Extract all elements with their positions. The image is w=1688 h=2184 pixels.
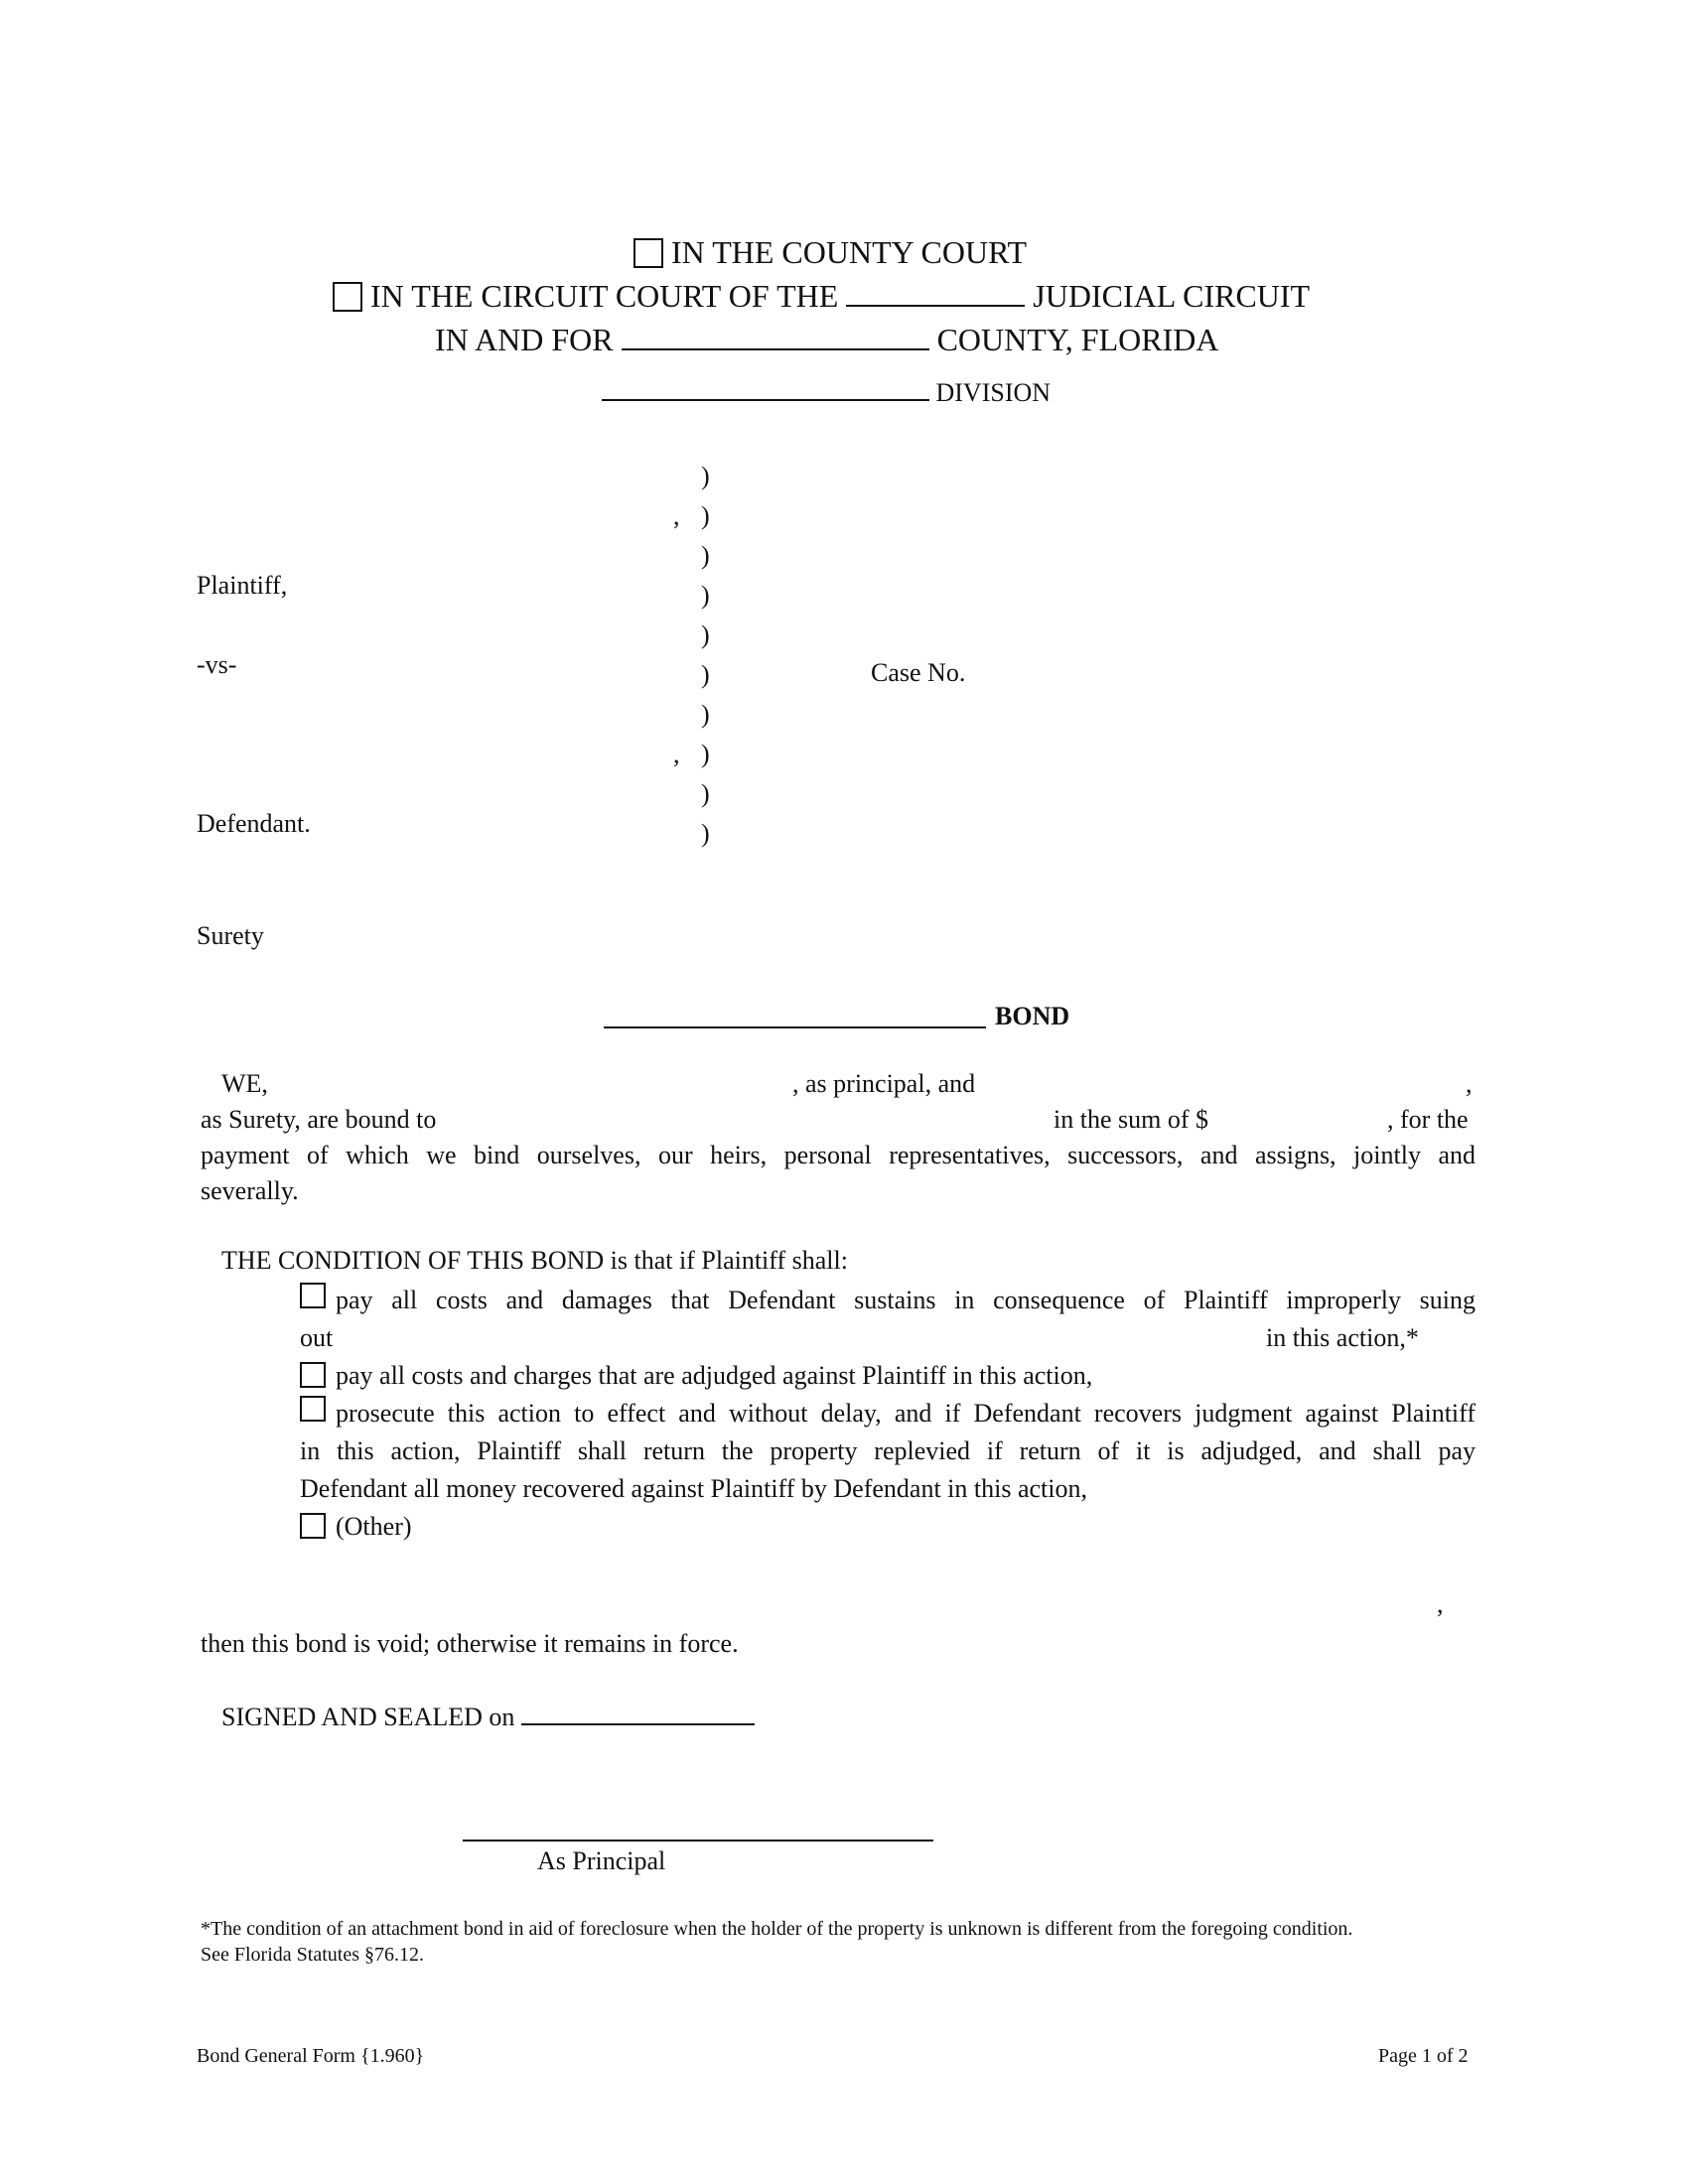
- paren-2: ): [701, 501, 710, 530]
- option-2-text: pay all costs and charges that are adjudged against Plaintiff in this action,: [336, 1361, 1093, 1390]
- as-surety-bound-to: as Surety, are bound to: [201, 1105, 437, 1134]
- payment-line: payment of which we bind ourselves, our heirs, personal representatives, successors, and assigns, jointly and: [201, 1141, 1476, 1169]
- county-court-line: [633, 232, 1027, 272]
- we-label: WE,: [221, 1069, 268, 1098]
- form-name: Bond General Form {1.960}: [197, 2045, 425, 2067]
- division-line: [602, 375, 1051, 411]
- paren-9: ): [701, 779, 710, 808]
- option-4-checkbox[interactable]: [300, 1513, 326, 1539]
- comma-2: ,: [673, 740, 680, 768]
- option-3-text-3: Defendant all money recovered against Plaintiff by Defendant in this action,: [300, 1474, 1087, 1503]
- condition-intro: THE CONDITION OF THIS BOND is that if Plaintiff shall:: [221, 1246, 848, 1275]
- principal-signature-line[interactable]: [463, 1840, 933, 1842]
- void-statement: then this bond is void; otherwise it remains in force.: [201, 1629, 739, 1658]
- circuit-court-line: [333, 276, 1310, 316]
- bond-type-blank[interactable]: [604, 1026, 986, 1028]
- footnote-line-2: See Florida Statutes §76.12.: [201, 1944, 424, 1966]
- bond-title: BOND: [995, 1002, 1070, 1030]
- defendant-label: Defendant.: [197, 809, 311, 838]
- county-line: [435, 320, 1218, 359]
- for-the: , for the: [1387, 1105, 1469, 1134]
- division-blank[interactable]: [602, 377, 929, 401]
- circuit-number-blank[interactable]: [846, 277, 1025, 307]
- as-principal-and: , as principal, and: [792, 1069, 976, 1098]
- paren-10: ): [701, 819, 710, 848]
- case-no-label: Case No.: [871, 658, 966, 687]
- severally-label: severally.: [201, 1176, 299, 1205]
- option-1-text: pay all costs and damages that Defendant sustains in consequence of Plaintiff improperly suing: [336, 1286, 1476, 1314]
- paren-7: ): [701, 700, 710, 729]
- option-1-checkbox[interactable]: [300, 1283, 326, 1308]
- as-principal-label: As Principal: [537, 1846, 666, 1875]
- option-1-in-action: in this action,*: [1266, 1323, 1419, 1352]
- option-4-text: (Other): [336, 1512, 412, 1541]
- signed-sealed-label: SIGNED AND SEALED on: [221, 1703, 515, 1731]
- county-name-blank[interactable]: [622, 321, 929, 350]
- option-3-text-2: in this action, Plaintiff shall return the property replevied if return of it is adjudged, and shall pay: [300, 1436, 1476, 1465]
- paren-6: ): [701, 660, 710, 689]
- paren-4: ): [701, 581, 710, 610]
- page-number: Page 1 of 2: [1378, 2045, 1469, 2067]
- paren-5: ): [701, 620, 710, 649]
- circuit-court-prefix: IN THE CIRCUIT COURT OF THE: [370, 278, 839, 314]
- vs-label: -vs-: [197, 650, 237, 679]
- body-comma: ,: [1466, 1069, 1473, 1098]
- paren-8: ): [701, 740, 710, 768]
- option-3-text-1: prosecute this action to effect and without delay, and if Defendant recovers judgment against Plaintiff: [336, 1399, 1476, 1428]
- signed-sealed-line: [221, 1700, 755, 1735]
- circuit-court-checkbox[interactable]: [333, 282, 362, 312]
- circuit-court-suffix: JUDICIAL CIRCUIT: [1033, 278, 1311, 314]
- option-1-row: [300, 1283, 1476, 1318]
- division-label: DIVISION: [935, 378, 1052, 407]
- option-3-row: [300, 1396, 1476, 1432]
- option-2-row: [300, 1358, 1092, 1394]
- option-2-checkbox[interactable]: [300, 1362, 326, 1388]
- comma-1: ,: [673, 501, 680, 530]
- county-court-label: IN THE COUNTY COURT: [671, 234, 1028, 270]
- condition-trailing-comma: ,: [1437, 1589, 1444, 1618]
- option-3-checkbox[interactable]: [300, 1396, 326, 1422]
- in-the-sum-of: in the sum of $: [1054, 1105, 1208, 1134]
- county-court-checkbox[interactable]: [633, 238, 663, 268]
- option-4-row: [300, 1509, 412, 1545]
- surety-label: Surety: [197, 921, 264, 950]
- paren-3: ): [701, 541, 710, 570]
- signing-date-blank[interactable]: [521, 1700, 755, 1725]
- option-1-out: out: [300, 1323, 334, 1352]
- in-and-for-label: IN AND FOR: [435, 322, 614, 357]
- plaintiff-label: Plaintiff,: [197, 571, 288, 600]
- county-florida-label: COUNTY, FLORIDA: [936, 322, 1219, 357]
- footnote-line-1: *The condition of an attachment bond in aid of foreclosure when the holder of the property is unknown is different from the foregoing condition.: [201, 1918, 1353, 1940]
- paren-1: ): [701, 462, 710, 490]
